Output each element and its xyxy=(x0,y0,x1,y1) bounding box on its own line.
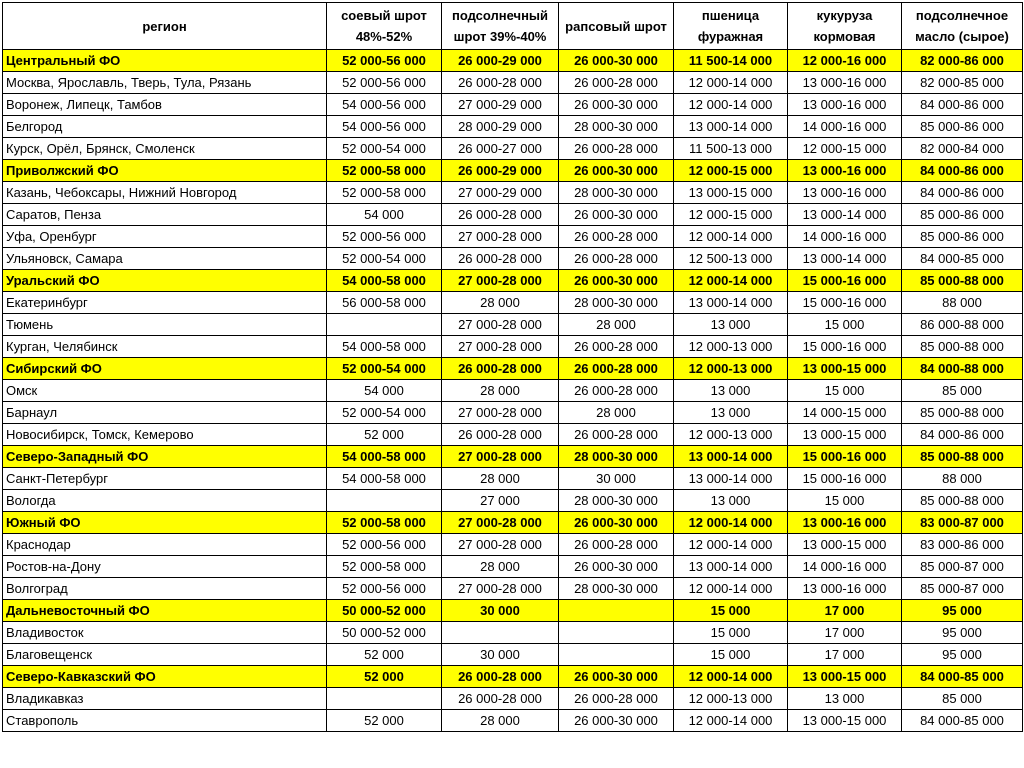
feed-wheat-cell: 13 000-14 000 xyxy=(674,446,788,468)
region-cell: Казань, Чебоксары, Нижний Новгород xyxy=(3,182,327,204)
table-row xyxy=(3,534,1023,556)
feed-wheat-cell: 13 000-14 000 xyxy=(674,292,788,314)
column-header-soybean-meal: соевый шрот 48%-52% xyxy=(327,3,442,50)
rapeseed-meal-cell: 28 000 xyxy=(559,314,674,336)
sunflower-meal-cell: 26 000-28 000 xyxy=(442,204,559,226)
feed-corn-cell: 13 000-15 000 xyxy=(788,710,902,732)
feed-wheat-cell: 13 000-14 000 xyxy=(674,468,788,490)
feed-corn-cell: 12 000-15 000 xyxy=(788,138,902,160)
sunflower-oil-cell: 85 000-86 000 xyxy=(902,204,1023,226)
price-table xyxy=(2,2,1023,732)
district-row xyxy=(3,512,1023,534)
feed-wheat-cell: 11 500-14 000 xyxy=(674,50,788,72)
region-cell: Курск, Орёл, Брянск, Смоленск xyxy=(3,138,327,160)
feed-wheat-cell: 12 000-14 000 xyxy=(674,94,788,116)
feed-wheat-cell: 13 000 xyxy=(674,402,788,424)
sunflower-meal-cell: 26 000-28 000 xyxy=(442,248,559,270)
district-row xyxy=(3,446,1023,468)
feed-wheat-cell: 12 000-14 000 xyxy=(674,534,788,556)
feed-wheat-cell: 15 000 xyxy=(674,600,788,622)
district-row xyxy=(3,50,1023,72)
soybean-meal-cell: 52 000-54 000 xyxy=(327,138,442,160)
sunflower-meal-cell: 27 000-28 000 xyxy=(442,534,559,556)
sunflower-oil-cell: 83 000-86 000 xyxy=(902,534,1023,556)
rapeseed-meal-cell: 26 000-28 000 xyxy=(559,534,674,556)
region-cell: Благовещенск xyxy=(3,644,327,666)
region-cell: Омск xyxy=(3,380,327,402)
soybean-meal-cell: 54 000-56 000 xyxy=(327,116,442,138)
sunflower-oil-cell: 85 000-86 000 xyxy=(902,226,1023,248)
sunflower-meal-cell: 28 000 xyxy=(442,292,559,314)
table-row xyxy=(3,688,1023,710)
rapeseed-meal-cell: 26 000-30 000 xyxy=(559,666,674,688)
region-cell: Центральный ФО xyxy=(3,50,327,72)
sunflower-oil-cell: 85 000-88 000 xyxy=(902,446,1023,468)
feed-wheat-cell: 15 000 xyxy=(674,622,788,644)
table-row xyxy=(3,380,1023,402)
sunflower-meal-cell: 26 000-28 000 xyxy=(442,666,559,688)
soybean-meal-cell: 52 000 xyxy=(327,666,442,688)
district-row xyxy=(3,666,1023,688)
rapeseed-meal-cell: 26 000-30 000 xyxy=(559,556,674,578)
feed-wheat-cell: 12 000-14 000 xyxy=(674,226,788,248)
rapeseed-meal-cell: 26 000-30 000 xyxy=(559,512,674,534)
rapeseed-meal-cell: 26 000-30 000 xyxy=(559,710,674,732)
sunflower-meal-cell: 27 000-28 000 xyxy=(442,578,559,600)
soybean-meal-cell: 54 000 xyxy=(327,380,442,402)
district-row xyxy=(3,358,1023,380)
soybean-meal-cell: 54 000 xyxy=(327,204,442,226)
column-header-feed-wheat: пшеница фуражная xyxy=(674,3,788,50)
table-row xyxy=(3,490,1023,512)
feed-corn-cell: 14 000-16 000 xyxy=(788,116,902,138)
column-header-sunflower-oil: подсолнечное масло (сырое) xyxy=(902,3,1023,50)
rapeseed-meal-cell: 28 000-30 000 xyxy=(559,292,674,314)
feed-corn-cell: 15 000 xyxy=(788,490,902,512)
region-cell: Новосибирск, Томск, Кемерово xyxy=(3,424,327,446)
rapeseed-meal-cell: 26 000-28 000 xyxy=(559,226,674,248)
sunflower-meal-cell: 27 000 xyxy=(442,490,559,512)
region-cell: Москва, Ярославль, Тверь, Тула, Рязань xyxy=(3,72,327,94)
feed-corn-cell: 13 000-16 000 xyxy=(788,578,902,600)
column-header-region: регион xyxy=(3,3,327,50)
feed-corn-cell: 15 000-16 000 xyxy=(788,446,902,468)
region-cell: Северо-Кавказский ФО xyxy=(3,666,327,688)
table-row xyxy=(3,336,1023,358)
sunflower-meal-cell: 27 000-28 000 xyxy=(442,512,559,534)
rapeseed-meal-cell: 26 000-30 000 xyxy=(559,270,674,292)
sunflower-meal-cell: 28 000 xyxy=(442,380,559,402)
table-row xyxy=(3,622,1023,644)
sunflower-oil-cell: 83 000-87 000 xyxy=(902,512,1023,534)
region-cell: Сибирский ФО xyxy=(3,358,327,380)
sunflower-meal-cell: 27 000-28 000 xyxy=(442,314,559,336)
table-row xyxy=(3,556,1023,578)
rapeseed-meal-cell: 26 000-30 000 xyxy=(559,204,674,226)
feed-wheat-cell: 13 000-14 000 xyxy=(674,116,788,138)
table-row xyxy=(3,578,1023,600)
table-row xyxy=(3,644,1023,666)
soybean-meal-cell: 52 000-58 000 xyxy=(327,160,442,182)
rapeseed-meal-cell: 26 000-30 000 xyxy=(559,94,674,116)
sunflower-meal-cell: 28 000 xyxy=(442,556,559,578)
soybean-meal-cell xyxy=(327,688,442,710)
feed-wheat-cell: 12 000-13 000 xyxy=(674,336,788,358)
sunflower-oil-cell: 84 000-86 000 xyxy=(902,182,1023,204)
region-cell: Белгород xyxy=(3,116,327,138)
soybean-meal-cell: 52 000-54 000 xyxy=(327,402,442,424)
sunflower-oil-cell: 84 000-85 000 xyxy=(902,666,1023,688)
rapeseed-meal-cell: 26 000-28 000 xyxy=(559,424,674,446)
sunflower-oil-cell: 85 000-86 000 xyxy=(902,116,1023,138)
sunflower-meal-cell xyxy=(442,622,559,644)
soybean-meal-cell: 52 000-56 000 xyxy=(327,226,442,248)
soybean-meal-cell: 52 000-54 000 xyxy=(327,358,442,380)
soybean-meal-cell: 52 000-56 000 xyxy=(327,50,442,72)
feed-corn-cell: 12 000-16 000 xyxy=(788,50,902,72)
soybean-meal-cell xyxy=(327,490,442,512)
sunflower-oil-cell: 82 000-84 000 xyxy=(902,138,1023,160)
sunflower-oil-cell: 84 000-85 000 xyxy=(902,248,1023,270)
table-row xyxy=(3,94,1023,116)
rapeseed-meal-cell: 26 000-28 000 xyxy=(559,336,674,358)
region-cell: Екатеринбург xyxy=(3,292,327,314)
feed-wheat-cell: 12 000-14 000 xyxy=(674,72,788,94)
rapeseed-meal-cell: 26 000-30 000 xyxy=(559,50,674,72)
table-row xyxy=(3,402,1023,424)
feed-corn-cell: 13 000 xyxy=(788,688,902,710)
table-row xyxy=(3,292,1023,314)
region-cell: Ростов-на-Дону xyxy=(3,556,327,578)
soybean-meal-cell: 50 000-52 000 xyxy=(327,622,442,644)
feed-corn-cell: 13 000-16 000 xyxy=(788,94,902,116)
sunflower-oil-cell: 85 000 xyxy=(902,688,1023,710)
feed-wheat-cell: 12 000-14 000 xyxy=(674,512,788,534)
table-row xyxy=(3,424,1023,446)
feed-wheat-cell: 13 000 xyxy=(674,490,788,512)
feed-corn-cell: 14 000-16 000 xyxy=(788,226,902,248)
soybean-meal-cell: 52 000-56 000 xyxy=(327,578,442,600)
sunflower-meal-cell: 30 000 xyxy=(442,600,559,622)
table-row xyxy=(3,182,1023,204)
feed-wheat-cell: 13 000-14 000 xyxy=(674,556,788,578)
region-cell: Южный ФО xyxy=(3,512,327,534)
table-body xyxy=(3,50,1023,732)
table-row xyxy=(3,468,1023,490)
feed-wheat-cell: 13 000-15 000 xyxy=(674,182,788,204)
table-row xyxy=(3,314,1023,336)
rapeseed-meal-cell: 26 000-28 000 xyxy=(559,380,674,402)
feed-wheat-cell: 11 500-13 000 xyxy=(674,138,788,160)
sunflower-oil-cell: 84 000-88 000 xyxy=(902,358,1023,380)
feed-corn-cell: 13 000-16 000 xyxy=(788,512,902,534)
feed-wheat-cell: 12 500-13 000 xyxy=(674,248,788,270)
feed-wheat-cell: 13 000 xyxy=(674,380,788,402)
sunflower-meal-cell: 28 000 xyxy=(442,468,559,490)
rapeseed-meal-cell: 28 000-30 000 xyxy=(559,490,674,512)
region-cell: Краснодар xyxy=(3,534,327,556)
soybean-meal-cell xyxy=(327,314,442,336)
region-cell: Приволжский ФО xyxy=(3,160,327,182)
region-cell: Дальневосточный ФО xyxy=(3,600,327,622)
sunflower-oil-cell: 95 000 xyxy=(902,644,1023,666)
column-header-feed-corn: кукуруза кормовая xyxy=(788,3,902,50)
feed-wheat-cell: 12 000-15 000 xyxy=(674,204,788,226)
feed-corn-cell: 14 000-16 000 xyxy=(788,556,902,578)
rapeseed-meal-cell: 26 000-30 000 xyxy=(559,160,674,182)
region-cell: Вологда xyxy=(3,490,327,512)
table-row xyxy=(3,116,1023,138)
table-row xyxy=(3,710,1023,732)
region-cell: Тюмень xyxy=(3,314,327,336)
rapeseed-meal-cell: 30 000 xyxy=(559,468,674,490)
sunflower-meal-cell: 27 000-29 000 xyxy=(442,182,559,204)
feed-corn-cell: 15 000-16 000 xyxy=(788,336,902,358)
feed-wheat-cell: 12 000-14 000 xyxy=(674,270,788,292)
region-cell: Санкт-Петербург xyxy=(3,468,327,490)
soybean-meal-cell: 56 000-58 000 xyxy=(327,292,442,314)
soybean-meal-cell: 52 000-58 000 xyxy=(327,512,442,534)
sunflower-oil-cell: 85 000-87 000 xyxy=(902,578,1023,600)
feed-corn-cell: 13 000-15 000 xyxy=(788,358,902,380)
region-cell: Воронеж, Липецк, Тамбов xyxy=(3,94,327,116)
rapeseed-meal-cell: 28 000-30 000 xyxy=(559,116,674,138)
region-cell: Владивосток xyxy=(3,622,327,644)
sunflower-oil-cell: 85 000 xyxy=(902,380,1023,402)
column-header-sunflower-meal: подсолнечный шрот 39%-40% xyxy=(442,3,559,50)
sunflower-oil-cell: 85 000-88 000 xyxy=(902,402,1023,424)
region-cell: Уральский ФО xyxy=(3,270,327,292)
table-row xyxy=(3,248,1023,270)
column-header-rapeseed-meal: рапсовый шрот xyxy=(559,3,674,50)
sunflower-oil-cell: 84 000-86 000 xyxy=(902,424,1023,446)
feed-corn-cell: 13 000-14 000 xyxy=(788,248,902,270)
sunflower-oil-cell: 85 000-87 000 xyxy=(902,556,1023,578)
sunflower-oil-cell: 82 000-85 000 xyxy=(902,72,1023,94)
rapeseed-meal-cell: 26 000-28 000 xyxy=(559,358,674,380)
sunflower-oil-cell: 95 000 xyxy=(902,622,1023,644)
rapeseed-meal-cell: 28 000 xyxy=(559,402,674,424)
sunflower-meal-cell: 26 000-28 000 xyxy=(442,358,559,380)
feed-wheat-cell: 12 000-14 000 xyxy=(674,710,788,732)
table-row xyxy=(3,72,1023,94)
soybean-meal-cell: 54 000-58 000 xyxy=(327,270,442,292)
soybean-meal-cell: 52 000 xyxy=(327,644,442,666)
region-cell: Северо-Западный ФО xyxy=(3,446,327,468)
sunflower-meal-cell: 26 000-28 000 xyxy=(442,424,559,446)
region-cell: Ульяновск, Самара xyxy=(3,248,327,270)
district-row xyxy=(3,270,1023,292)
sunflower-oil-cell: 85 000-88 000 xyxy=(902,336,1023,358)
feed-wheat-cell: 12 000-13 000 xyxy=(674,688,788,710)
rapeseed-meal-cell xyxy=(559,622,674,644)
region-cell: Ставрополь xyxy=(3,710,327,732)
region-cell: Барнаул xyxy=(3,402,327,424)
feed-corn-cell: 13 000-15 000 xyxy=(788,534,902,556)
region-cell: Курган, Челябинск xyxy=(3,336,327,358)
feed-corn-cell: 13 000-14 000 xyxy=(788,204,902,226)
feed-corn-cell: 13 000-15 000 xyxy=(788,424,902,446)
rapeseed-meal-cell: 26 000-28 000 xyxy=(559,688,674,710)
feed-corn-cell: 17 000 xyxy=(788,622,902,644)
soybean-meal-cell: 52 000-58 000 xyxy=(327,182,442,204)
sunflower-meal-cell: 30 000 xyxy=(442,644,559,666)
sunflower-oil-cell: 88 000 xyxy=(902,468,1023,490)
rapeseed-meal-cell: 26 000-28 000 xyxy=(559,248,674,270)
district-row xyxy=(3,600,1023,622)
sunflower-meal-cell: 26 000-29 000 xyxy=(442,50,559,72)
header-row xyxy=(3,3,1023,50)
soybean-meal-cell: 54 000-58 000 xyxy=(327,336,442,358)
soybean-meal-cell: 52 000-58 000 xyxy=(327,556,442,578)
sunflower-meal-cell: 27 000-28 000 xyxy=(442,446,559,468)
feed-wheat-cell: 12 000-13 000 xyxy=(674,424,788,446)
table-row xyxy=(3,204,1023,226)
feed-corn-cell: 13 000-16 000 xyxy=(788,182,902,204)
soybean-meal-cell: 52 000 xyxy=(327,710,442,732)
sunflower-oil-cell: 84 000-86 000 xyxy=(902,94,1023,116)
rapeseed-meal-cell xyxy=(559,644,674,666)
soybean-meal-cell: 52 000-54 000 xyxy=(327,248,442,270)
sunflower-meal-cell: 26 000-28 000 xyxy=(442,688,559,710)
sunflower-meal-cell: 27 000-28 000 xyxy=(442,336,559,358)
feed-wheat-cell: 12 000-14 000 xyxy=(674,578,788,600)
feed-corn-cell: 13 000-16 000 xyxy=(788,72,902,94)
sunflower-oil-cell: 95 000 xyxy=(902,600,1023,622)
feed-corn-cell: 15 000-16 000 xyxy=(788,292,902,314)
soybean-meal-cell: 52 000 xyxy=(327,424,442,446)
feed-corn-cell: 15 000 xyxy=(788,380,902,402)
sunflower-oil-cell: 84 000-85 000 xyxy=(902,710,1023,732)
feed-wheat-cell: 12 000-15 000 xyxy=(674,160,788,182)
sunflower-meal-cell: 26 000-27 000 xyxy=(442,138,559,160)
feed-wheat-cell: 12 000-13 000 xyxy=(674,358,788,380)
rapeseed-meal-cell: 28 000-30 000 xyxy=(559,578,674,600)
sunflower-oil-cell: 84 000-86 000 xyxy=(902,160,1023,182)
feed-corn-cell: 15 000-16 000 xyxy=(788,270,902,292)
table-row xyxy=(3,226,1023,248)
sunflower-meal-cell: 26 000-28 000 xyxy=(442,72,559,94)
sunflower-meal-cell: 28 000-29 000 xyxy=(442,116,559,138)
sunflower-oil-cell: 88 000 xyxy=(902,292,1023,314)
soybean-meal-cell: 54 000-58 000 xyxy=(327,468,442,490)
sunflower-oil-cell: 86 000-88 000 xyxy=(902,314,1023,336)
region-cell: Владикавказ xyxy=(3,688,327,710)
feed-corn-cell: 17 000 xyxy=(788,600,902,622)
feed-corn-cell: 13 000-15 000 xyxy=(788,666,902,688)
feed-corn-cell: 15 000-16 000 xyxy=(788,468,902,490)
region-cell: Волгоград xyxy=(3,578,327,600)
rapeseed-meal-cell: 28 000-30 000 xyxy=(559,446,674,468)
soybean-meal-cell: 52 000-56 000 xyxy=(327,72,442,94)
feed-wheat-cell: 12 000-14 000 xyxy=(674,666,788,688)
district-row xyxy=(3,160,1023,182)
sunflower-meal-cell: 27 000-28 000 xyxy=(442,402,559,424)
rapeseed-meal-cell: 26 000-28 000 xyxy=(559,72,674,94)
rapeseed-meal-cell: 28 000-30 000 xyxy=(559,182,674,204)
feed-corn-cell: 14 000-15 000 xyxy=(788,402,902,424)
sunflower-meal-cell: 27 000-28 000 xyxy=(442,226,559,248)
sunflower-oil-cell: 85 000-88 000 xyxy=(902,490,1023,512)
sunflower-meal-cell: 26 000-29 000 xyxy=(442,160,559,182)
feed-wheat-cell: 13 000 xyxy=(674,314,788,336)
region-cell: Саратов, Пенза xyxy=(3,204,327,226)
sunflower-meal-cell: 27 000-28 000 xyxy=(442,270,559,292)
sunflower-meal-cell: 27 000-29 000 xyxy=(442,94,559,116)
rapeseed-meal-cell: 26 000-28 000 xyxy=(559,138,674,160)
region-cell: Уфа, Оренбург xyxy=(3,226,327,248)
soybean-meal-cell: 54 000-58 000 xyxy=(327,446,442,468)
feed-corn-cell: 15 000 xyxy=(788,314,902,336)
table-row xyxy=(3,138,1023,160)
sunflower-meal-cell: 28 000 xyxy=(442,710,559,732)
rapeseed-meal-cell xyxy=(559,600,674,622)
sunflower-oil-cell: 82 000-86 000 xyxy=(902,50,1023,72)
soybean-meal-cell: 52 000-56 000 xyxy=(327,534,442,556)
feed-corn-cell: 17 000 xyxy=(788,644,902,666)
soybean-meal-cell: 54 000-56 000 xyxy=(327,94,442,116)
feed-wheat-cell: 15 000 xyxy=(674,644,788,666)
feed-corn-cell: 13 000-16 000 xyxy=(788,160,902,182)
sunflower-oil-cell: 85 000-88 000 xyxy=(902,270,1023,292)
soybean-meal-cell: 50 000-52 000 xyxy=(327,600,442,622)
